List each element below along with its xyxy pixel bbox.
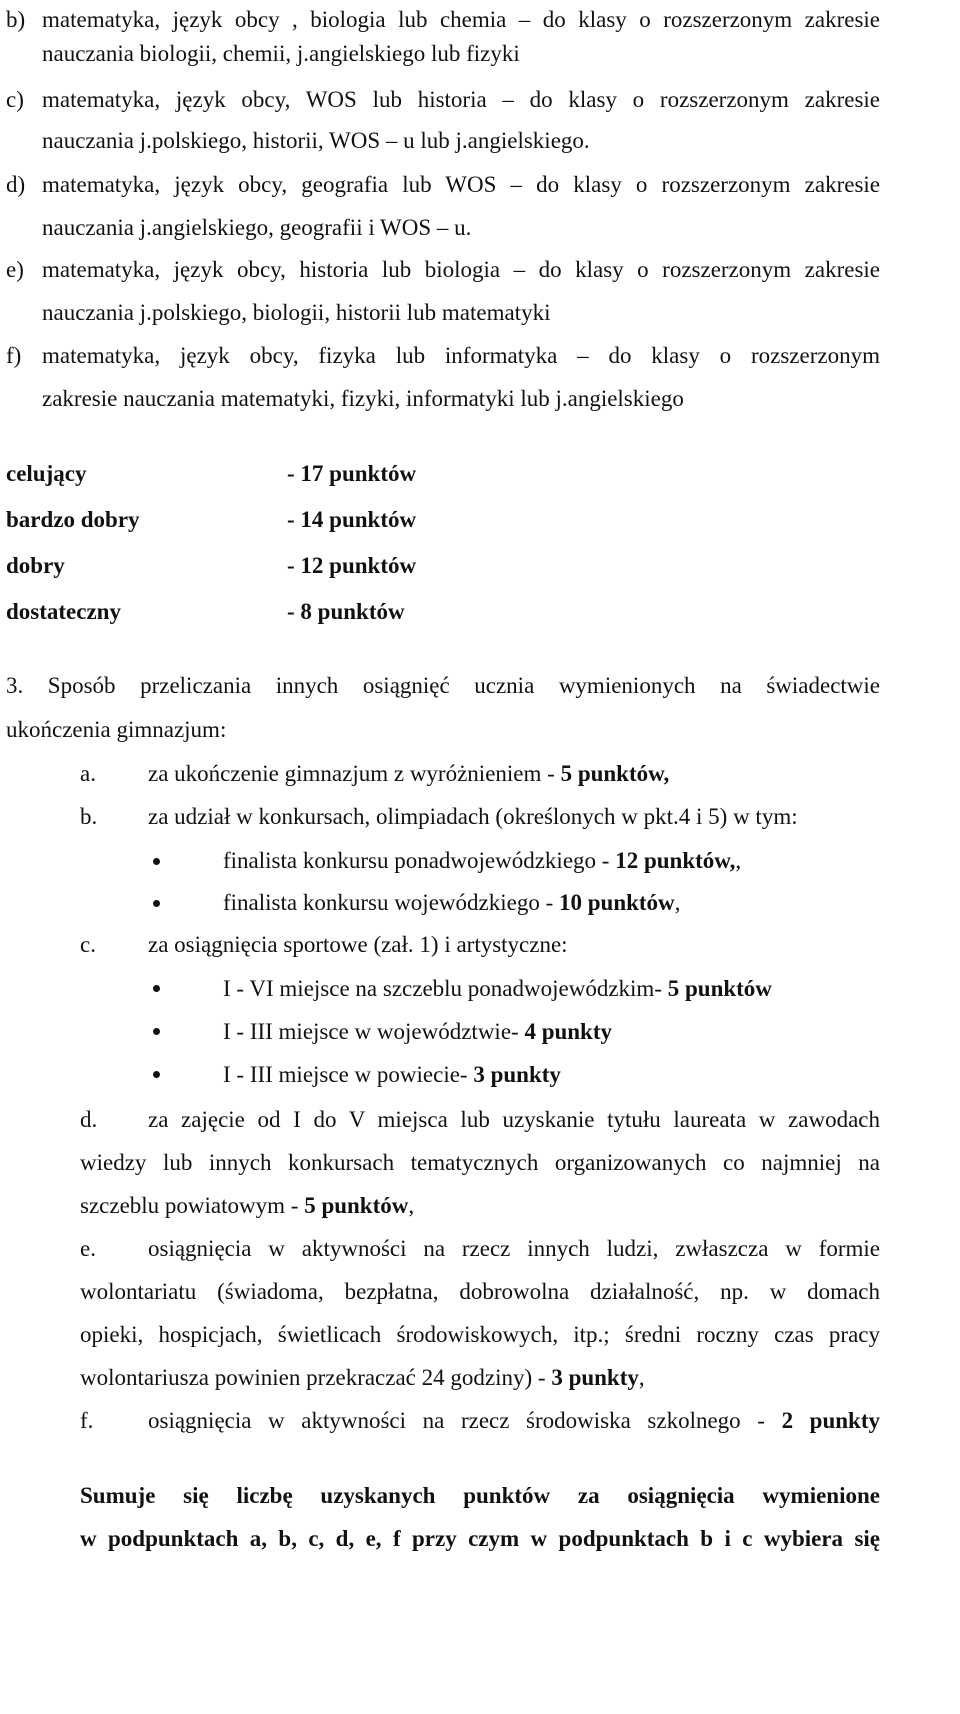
item-b-bullet: finalista konkursu wojewódzkiego - 10 punktów, bbox=[223, 890, 681, 915]
item-b-letter: b. bbox=[80, 804, 98, 829]
bullet-icon bbox=[153, 1028, 160, 1035]
option-text-line2: zakresie nauczania matematyki, fizyki, informatyki lub j.angielskiego bbox=[42, 386, 684, 411]
option-text-line1: matematyka, język obcy, geografia lub WOS – do klasy o rozszerzonym zakresie bbox=[42, 172, 880, 197]
summary-line1: Sumuje się liczbę uzyskanych punktów za osiągnięcia wymienione bbox=[80, 1483, 880, 1508]
item-c-bullet: I - III miejsce w województwie- 4 punkty bbox=[223, 1019, 613, 1044]
item-a-letter: a. bbox=[80, 761, 96, 786]
item-c-text: za osiągnięcia sportowe (zał. 1) i artystyczne: bbox=[148, 932, 568, 957]
option-text-line1: matematyka, język obcy, WOS lub historia – do klasy o rozszerzonym zakresie bbox=[42, 87, 880, 112]
grade-name: celujący bbox=[6, 461, 87, 486]
item-f-text: osiągnięcia w aktywności na rzecz środowiska szkolnego - 2 punkty bbox=[148, 1408, 880, 1433]
option-text-line1: matematyka, język obcy, fizyka lub informatyka – do klasy o rozszerzonym bbox=[42, 343, 880, 368]
item-d-line3: szczeblu powiatowym - 5 punktów, bbox=[80, 1193, 415, 1218]
grade-points: - 12 punktów bbox=[287, 553, 417, 578]
option-text-line2: nauczania j.polskiego, historii, WOS – u lub j.angielskiego. bbox=[42, 128, 590, 153]
grade-points: - 8 punktów bbox=[287, 599, 405, 624]
item-e-line4: wolontariusza powinien przekraczać 24 godziny) - 3 punkty, bbox=[80, 1365, 645, 1390]
option-text-line1: matematyka, język obcy , biologia lub chemia – do klasy o rozszerzonym zakresie bbox=[42, 7, 880, 32]
item-c-bullet: I - III miejsce w powiecie- 3 punkty bbox=[223, 1062, 561, 1087]
item-b-bullet: finalista konkursu ponadwojewódzkiego - 12 punktów,, bbox=[223, 848, 742, 873]
grade-name: dobry bbox=[6, 553, 65, 578]
grade-points: - 14 punktów bbox=[287, 507, 417, 532]
option-letter: e) bbox=[6, 257, 24, 282]
section-3-heading-line2: ukończenia gimnazjum: bbox=[6, 717, 227, 742]
item-e-line3: opieki, hospicjach, świetlicach środowiskowych, itp.; średni roczny czas pracy bbox=[80, 1322, 880, 1347]
option-text-line2: nauczania j.angielskiego, geografii i WOS – u. bbox=[42, 215, 472, 240]
summary-line2: w podpunktach a, b, c, d, e, f przy czym w podpunktach b i c wybiera się bbox=[80, 1526, 880, 1551]
item-d-line2: wiedzy lub innych konkursach tematycznych organizowanych co najmniej na bbox=[80, 1150, 880, 1175]
bullet-icon bbox=[153, 985, 160, 992]
item-c-bullet: I - VI miejsce na szczeblu ponadwojewódzkim- 5 punktów bbox=[223, 976, 772, 1001]
option-letter: c) bbox=[6, 87, 24, 112]
option-letter: d) bbox=[6, 172, 26, 197]
item-c-letter: c. bbox=[80, 932, 96, 957]
bullet-icon bbox=[153, 858, 160, 865]
item-d-letter: d. bbox=[80, 1107, 98, 1132]
option-text-line2: nauczania j.polskiego, biologii, historii lub matematyki bbox=[42, 300, 551, 325]
bullet-icon bbox=[153, 900, 160, 907]
item-e-line1: osiągnięcia w aktywności na rzecz innych ludzi, zwłaszcza w formie bbox=[148, 1236, 880, 1261]
option-text-line1: matematyka, język obcy, historia lub biologia – do klasy o rozszerzonym zakresie bbox=[42, 257, 880, 282]
bullet-icon bbox=[153, 1071, 160, 1078]
item-e-letter: e. bbox=[80, 1236, 96, 1261]
item-a-text: za ukończenie gimnazjum z wyróżnieniem - 5 punktów, bbox=[148, 761, 670, 786]
option-letter: f) bbox=[6, 343, 22, 368]
grade-points: - 17 punktów bbox=[287, 461, 417, 486]
option-letter: b) bbox=[6, 7, 26, 32]
item-f-letter: f. bbox=[80, 1408, 94, 1433]
item-d-line1: za zajęcie od I do V miejsca lub uzyskanie tytułu laureata w zawodach bbox=[148, 1107, 880, 1132]
grade-name: bardzo dobry bbox=[6, 507, 140, 532]
grade-name: dostateczny bbox=[6, 599, 121, 624]
item-b-text: za udział w konkursach, olimpiadach (określonych w pkt.4 i 5) w tym: bbox=[148, 804, 798, 829]
item-e-line2: wolontariatu (świadoma, bezpłatna, dobrowolna działalność, np. w domach bbox=[80, 1279, 880, 1304]
section-3-heading: 3. Sposób przeliczania innych osiągnięć ucznia wymienionych na świadectwie bbox=[6, 673, 880, 698]
option-text-line2: nauczania biologii, chemii, j.angielskiego lub fizyki bbox=[42, 41, 520, 66]
